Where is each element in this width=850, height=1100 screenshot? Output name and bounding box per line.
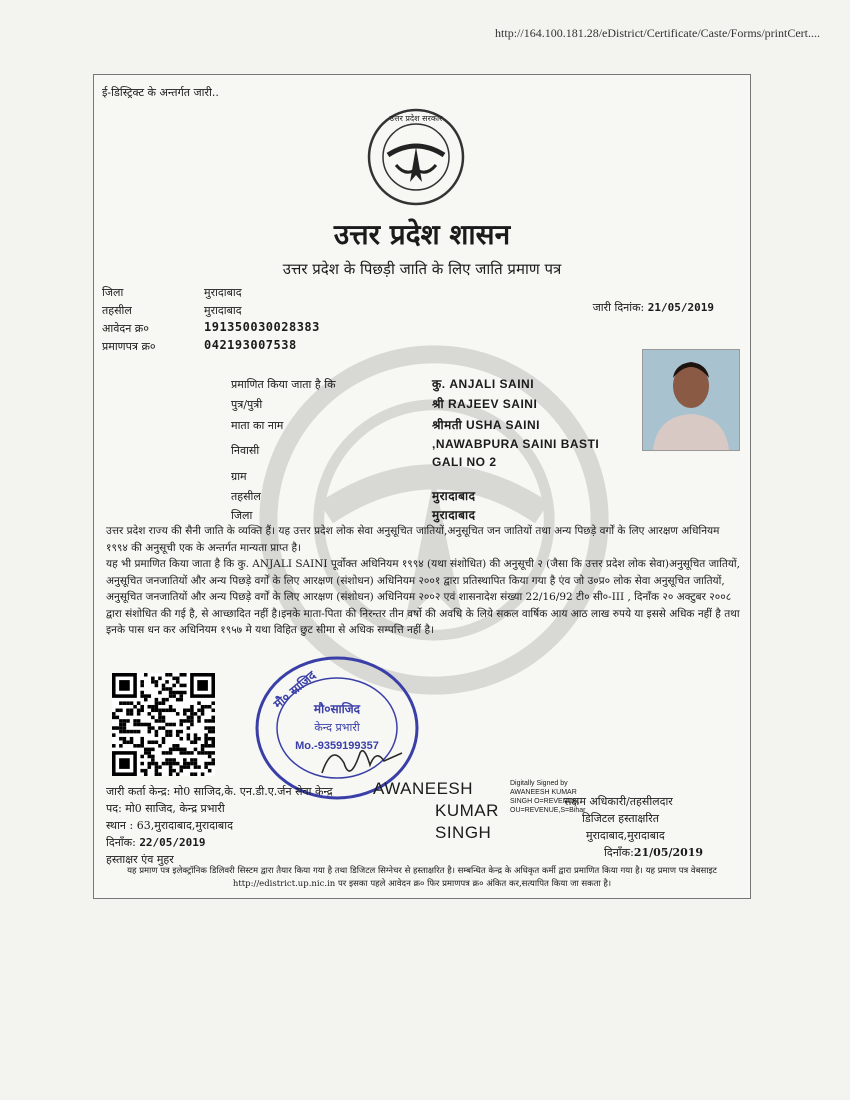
certificate-body [106,523,742,639]
qr-code [112,673,215,776]
issuer-date-value: 22/05/2019 [139,836,206,849]
issuer-date-label: दिनाँक: [106,836,136,849]
village-label: ग्राम [231,470,247,483]
certificate [93,74,751,899]
seal-designation: केन्द प्रभारी [314,721,360,734]
district-value: मुरादाबाद [204,286,242,299]
certified-label: प्रमाणित किया जाता है कि [231,378,336,391]
seal-mobile: Mo.-9359199357 [295,740,379,752]
person-tehsil-value: मुरादाबाद [432,489,476,503]
applicant-photo [642,349,740,451]
body-paragraph-2: यह भी प्रमाणित किया जाता है कि कु. ANJALI SAINI पूर्वोक्त अधिनियम १९९४ (यथा संशोधित) की अनुसूची २ (जैसा कि उत्तर प्रदेश लोक सेवा)अनुसूचित जातियों, अनुसूचित जनजातियों और अन्य पिछड़े वर्गों के लिए आरक्षण (संशोधन) अधिनियम २००१ द्वारा प्रतिस्थापित किया गया है एंव जो उ०प्र० लोक सेवा अनुसूचित जातियों, अनुसूचित जनजातियों और अन्य पिछड़े वर्गों के लिए आरक्षण (संशोधन) अधिनियम २००२ एवं शासनादेश संख्या 22/16/92 टी० सी०-III , दिनाँक २० अक्टुबर २००८ द्वारा संशोधित की गई है, से आच्छादित नहीं है।इनके माता-पिता की निरन्तर तीन वर्षो की अवधि के लिये सकल वार्षिक आय आठ लाख रुपये या इससे अधिक नहीं है तथा इनके पास धन कर अधिनियम १९५७ मे यथा विहित छुट सीमा से अधिक सम्पत्ति नहीं है। [106,558,740,636]
tehsil-label: तहसील [102,304,132,317]
officer-date-label: दिनाँक: [604,846,634,859]
officer-block [564,793,703,861]
government-title: उत्तर प्रदेश शासन [333,218,511,251]
issue-date-value: 21/05/2019 [647,301,714,314]
person-district-label: जिला [231,509,253,522]
child-of-label: पुत्र/पुत्री [231,398,263,411]
handwritten-signature [322,751,402,773]
district-label: जिला [102,286,124,299]
seal-name: मौ०साजिद [313,702,361,716]
person-photo-icon [643,350,739,450]
top-note: ई-डिस्ट्रिक्ट के अन्तर्गत जारी.. [102,86,219,99]
person-district-value: मुरादाबाद [432,508,476,522]
issuer-sign-label: हस्ताक्षर एंव मुहर [106,853,174,866]
officer-title: सक्षम अधिकारी/तहसीलदार [564,795,673,808]
verification-footnote: यह प्रमाण पत्र इलेक्ट्रॉनिक डिलिवरी सिस्टम द्वारा तैयार किया गया है तथा डिजिटल सिग्नेचर से हस्ताक्षरित है। सम्बन्धित केन्द्र के अधिकृत कर्मी द्वारा प्रमाणित किया गया है। यह प्रमाण पत्र वेबसाइट http://edistrict.up.nic.in पर इसका पहले आवेदन क्र० फिर प्रमाणपत्र क्र० अंकित कर,सत्यापित किया जा सकता है। [127,866,717,889]
issuer-center: जारी कर्ता केन्द्र: मो0 साजिद,के. एन.डी.ए.र्जन सेवा केन्द्र [106,785,333,798]
issuer-date [106,834,333,851]
digital-signer-name [373,778,499,844]
signer-middle-name: KUMAR [435,801,499,820]
issue-date [593,300,714,315]
mother-label: माता का नाम [231,419,284,432]
person-tehsil-label: तहसील [231,490,261,503]
browser-url: http://164.100.181.28/eDistrict/Certificate/Caste/Forms/printCert.... [495,26,820,40]
father-name: श्री RAJEEV SAINI [432,397,538,411]
signer-first-name: AWANEESH [373,779,474,798]
certificate-no-label: प्रमाणपत्र क्र० [102,340,156,353]
issuer-post: पद: मो0 साजिद, केन्द्र प्रभारी [106,802,225,815]
issuer-place: स्थान : 63,मुरादाबाद,मुरादाबाद [106,819,233,832]
tehsil-value: मुरादाबाद [204,304,242,317]
officer-date-value: 21/05/2019 [633,846,704,859]
issue-date-label: जारी दिनांक: [592,301,645,314]
resident-address: ,NAWABPURA SAINI BASTI GALI NO 2 [432,437,600,469]
digital-signer-detail: Digitally Signed by AWANEESH KUMAR SINGH O=REVENUE, OU=REVENUE,S=Bihar [510,780,586,814]
application-no-value: 191350030028383 [204,320,320,334]
seal-rim-text: मौ० साजिद [270,668,319,712]
certificate-title: उत्तर प्रदेश के पिछड़ी जाति के लिए जाति प्रमाण पत्र [282,260,562,278]
officer-digital: डिजिटल हस्ताक्षरित [582,812,659,825]
body-paragraph-1: उत्तर प्रदेश राज्य की सैनी जाति के व्यक्ति हैं। यह उत्तर प्रदेश लोक सेवा अनुसूचित जातियों,अनुसूचित जन जातियों तथा अन्य पिछड़े वर्गों के लिए आरक्षण अधिनियम १९९४ की अनुसूची एक के अन्तर्गत मान्यता प्राप्त है। [106,525,720,554]
certificate-no-value: 042193007538 [204,338,297,352]
emblem-text: उत्तर प्रदेश सरकार [389,114,443,123]
up-emblem-icon [366,107,466,207]
applicant-name: कु. ANJALI SAINI [432,377,535,391]
resident-label: निवासी [231,444,260,457]
issuer-block [106,783,333,868]
officer-place: मुरादाबाद,मुरादाबाद [586,829,665,842]
mother-name: श्रीमती USHA SAINI [432,418,540,432]
signer-last-name: SINGH [435,823,492,842]
application-no-label: आवेदन क्र० [102,322,149,335]
